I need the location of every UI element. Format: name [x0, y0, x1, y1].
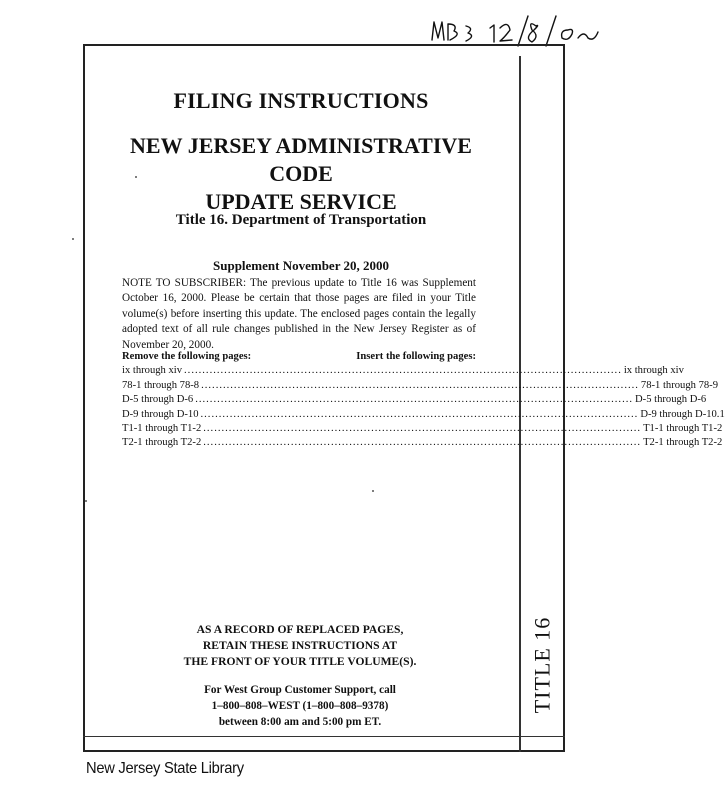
insert-cell: T1-1 through T1-2: [643, 423, 723, 435]
remove-cell: D-5 through D-6: [122, 394, 194, 406]
scan-speck: [85, 500, 87, 502]
table-row: [122, 436, 723, 450]
note-to-subscriber: NOTE TO SUBSCRIBER: The previous update to Title 16 was Supplement October 16, 2000. Please be certain that those pages are filed in your Title volume(s) before inserting this update. The enclosed pages contain the legally adopted text of all rule changes published in the New Jersey Register as of November 20, 2000.: [122, 277, 476, 351]
leader-dots: ........................................................................................................................: [184, 365, 622, 377]
remove-cell: T1-1 through T1-2: [122, 423, 202, 435]
insert-cell: D-5 through D-6: [635, 394, 707, 406]
insert-cell: ix through xiv: [623, 365, 684, 377]
side-title-tab-label: TITLE 16: [529, 616, 554, 714]
support-line-1: For West Group Customer Support, call: [204, 684, 396, 696]
service-title-line-1: NEW JERSEY ADMINISTRATIVE CODE: [130, 133, 472, 186]
support-hours: between 8:00 am and 5:00 pm ET.: [218, 716, 382, 728]
scan-speck: [135, 176, 137, 178]
insert-cell: T2-1 through T2-2: [643, 437, 723, 449]
insert-cell: 78-1 through 78-9: [640, 379, 718, 391]
remove-cell: ix through xiv: [122, 365, 183, 377]
filing-instructions-heading: FILING INSTRUCTIONS: [173, 88, 429, 113]
scan-speck: [72, 238, 74, 240]
leader-dots: ........................................................................................................................: [203, 437, 642, 449]
remove-cell: D-9 through D-10: [122, 408, 199, 420]
service-title-line-2: UPDATE SERVICE: [205, 189, 397, 214]
title-line: Title 16. Department of Transportation: [175, 212, 427, 228]
pages-table-header: [122, 350, 476, 364]
table-row: [122, 379, 718, 393]
record-notice: [150, 622, 450, 670]
library-footer: New Jersey State Library: [86, 760, 244, 777]
insert-cell: D-9 through D-10.1: [640, 408, 725, 420]
service-title: [96, 132, 506, 216]
table-row: [122, 408, 725, 422]
table-row: [122, 422, 723, 436]
support-phone: 1–800–808–WEST (1–800–808–9378): [211, 700, 389, 712]
insert-pages-header: Insert the following pages:: [356, 351, 476, 362]
supplement-date: Supplement November 20, 2000: [213, 258, 389, 273]
pages-table: [122, 350, 725, 451]
table-row: [122, 393, 707, 407]
customer-support: [150, 682, 450, 730]
side-title-tab: [518, 610, 566, 720]
bottom-rule: [83, 736, 565, 737]
remove-cell: 78-1 through 78-8: [122, 379, 200, 391]
leader-dots: ........................................................................................................................: [201, 379, 639, 391]
leader-dots: ........................................................................................................................: [200, 408, 639, 420]
scan-speck: [372, 490, 374, 492]
record-notice-line-3: THE FRONT OF YOUR TITLE VOLUME(S).: [183, 655, 417, 668]
record-notice-line-2: RETAIN THESE INSTRUCTIONS AT: [202, 639, 398, 652]
remove-cell: T2-1 through T2-2: [122, 437, 202, 449]
handwritten-initials-date: [428, 8, 618, 48]
leader-dots: ........................................................................................................................: [203, 423, 642, 435]
leader-dots: ........................................................................................................................: [195, 394, 634, 406]
record-notice-line-1: AS A RECORD OF REPLACED PAGES,: [196, 623, 404, 636]
table-row: [122, 364, 684, 378]
remove-pages-header: Remove the following pages:: [122, 351, 252, 362]
